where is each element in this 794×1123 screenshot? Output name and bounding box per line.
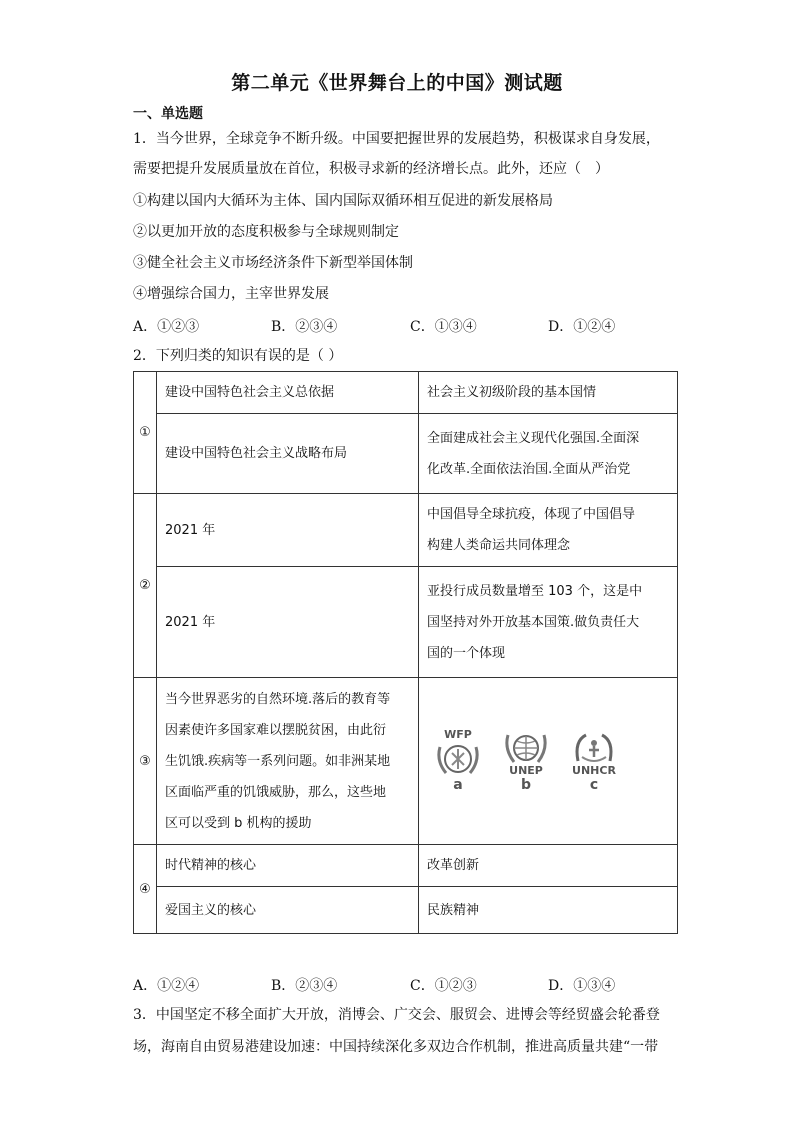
cell-line: 生饥饿.疾病等一系列问题。如非洲某地	[165, 753, 391, 769]
row-number: ③	[134, 678, 157, 845]
page-title: 第二单元《世界舞台上的中国》测试题	[231, 72, 563, 94]
wheat-wreath-icon	[434, 741, 482, 777]
q1-statement-4: ④增强综合国力，主宰世界发展	[133, 286, 329, 302]
table-cell: 建设中国特色社会主义战略布局	[157, 414, 419, 494]
table-cell	[419, 567, 678, 678]
q1-stem-line-1: 1．当今世界，全球竞争不断升级。中国要把握世界的发展趋势，积极谋求自身发展，	[133, 131, 660, 147]
table-cell: 建设中国特色社会主义总依据	[157, 372, 419, 414]
q2-table	[133, 371, 678, 934]
wfp-logo	[427, 729, 489, 793]
table-row	[134, 372, 678, 414]
row-number: ①	[134, 372, 157, 494]
q1-option-a[interactable]: A．①②③	[133, 319, 200, 335]
q2-stem: 2．下列归类的知识有误的是（ ）	[133, 348, 343, 364]
sheltering-hands-icon	[570, 731, 618, 765]
q2-options	[133, 975, 693, 993]
q2-option-c[interactable]: C．①②③	[410, 978, 477, 994]
table-cell: 改革创新	[419, 845, 678, 887]
q1-statement-2: ②以更加开放的态度积极参与全球规则制定	[133, 224, 399, 240]
cell-line: 国坚持对外开放基本国策.做负责任大	[427, 614, 640, 630]
q1-option-b[interactable]: B．②③④	[271, 319, 338, 335]
table-cell: 2021 年	[157, 494, 419, 567]
unep-logo	[495, 731, 557, 793]
q1-stem-line-2: 需要把提升发展质量放在首位，积极寻求新的经济增长点。此外，还应（ ）	[133, 161, 609, 177]
cell-line: 中国倡导全球抗疫，体现了中国倡导	[427, 507, 636, 522]
q1-options	[133, 316, 693, 334]
cell-line: 因素使许多国家难以摆脱贫困，由此衍	[165, 722, 387, 738]
logo-caption: WFP	[444, 728, 472, 741]
section-heading: 一、单选题	[133, 106, 203, 122]
table-cell-logos	[419, 678, 678, 845]
cell-line: 全面建成社会主义现代化强国.全面深	[427, 430, 640, 446]
q1-statement-1: ①构建以国内大循环为主体、国内国际双循环相互促进的新发展格局	[133, 193, 553, 209]
globe-laurel-icon	[502, 731, 550, 765]
logo-letter: b	[520, 777, 532, 793]
table-row	[134, 567, 678, 678]
cell-line: 区面临严重的饥饿威胁，那么，这些地	[165, 784, 387, 800]
cell-line: 国的一个体现	[427, 645, 506, 661]
unhcr-logo	[563, 731, 625, 793]
table-cell: 2021 年	[157, 567, 419, 678]
table-row	[134, 494, 678, 567]
cell-line: 区可以受到 b 机构的援助	[165, 815, 312, 831]
cell-line: 构建人类命运共同体理念	[427, 538, 571, 553]
table-row	[134, 887, 678, 934]
logo-letter: a	[453, 777, 463, 793]
logo-caption: UNEP	[509, 764, 543, 777]
table-cell	[419, 414, 678, 494]
cell-line: 亚投行成员数量增至 103 个，这是中	[427, 583, 643, 599]
table-cell: 民族精神	[419, 887, 678, 934]
q1-statement-3: ③健全社会主义市场经济条件下新型举国体制	[133, 255, 413, 271]
q1-option-c[interactable]: C．①③④	[410, 319, 477, 335]
cell-line: 当今世界恶劣的自然环境.落后的教育等	[165, 691, 391, 707]
table-row	[134, 845, 678, 887]
q2-option-d[interactable]: D．①③④	[548, 978, 616, 994]
q2-option-a[interactable]: A．①②④	[133, 978, 200, 994]
cell-line: 化改革.全面依法治国.全面从严治党	[427, 461, 631, 477]
table-cell: 爱国主义的核心	[157, 887, 419, 934]
un-logos	[427, 725, 669, 797]
table-row	[134, 678, 678, 845]
row-number: ④	[134, 845, 157, 934]
q3-stem-line-1: 3．中国坚定不移全面扩大开放，消博会、广交会、服贸会、进博会等经贸盛会轮番登	[133, 1007, 660, 1023]
table-cell	[419, 494, 678, 567]
table-cell: 社会主义初级阶段的基本国情	[419, 372, 678, 414]
q2-option-b[interactable]: B．②③④	[271, 978, 338, 994]
logo-caption: UNHCR	[572, 764, 616, 777]
q1-option-d[interactable]: D．①②④	[548, 319, 616, 335]
row-number: ②	[134, 494, 157, 678]
table-cell: 时代精神的核心	[157, 845, 419, 887]
table-cell	[157, 678, 419, 845]
logo-letter: c	[589, 777, 599, 793]
q3-stem-line-2: 场，海南自由贸易港建设加速：中国持续深化多双边合作机制，推进高质量共建“一带	[133, 1039, 659, 1055]
table-row	[134, 414, 678, 494]
